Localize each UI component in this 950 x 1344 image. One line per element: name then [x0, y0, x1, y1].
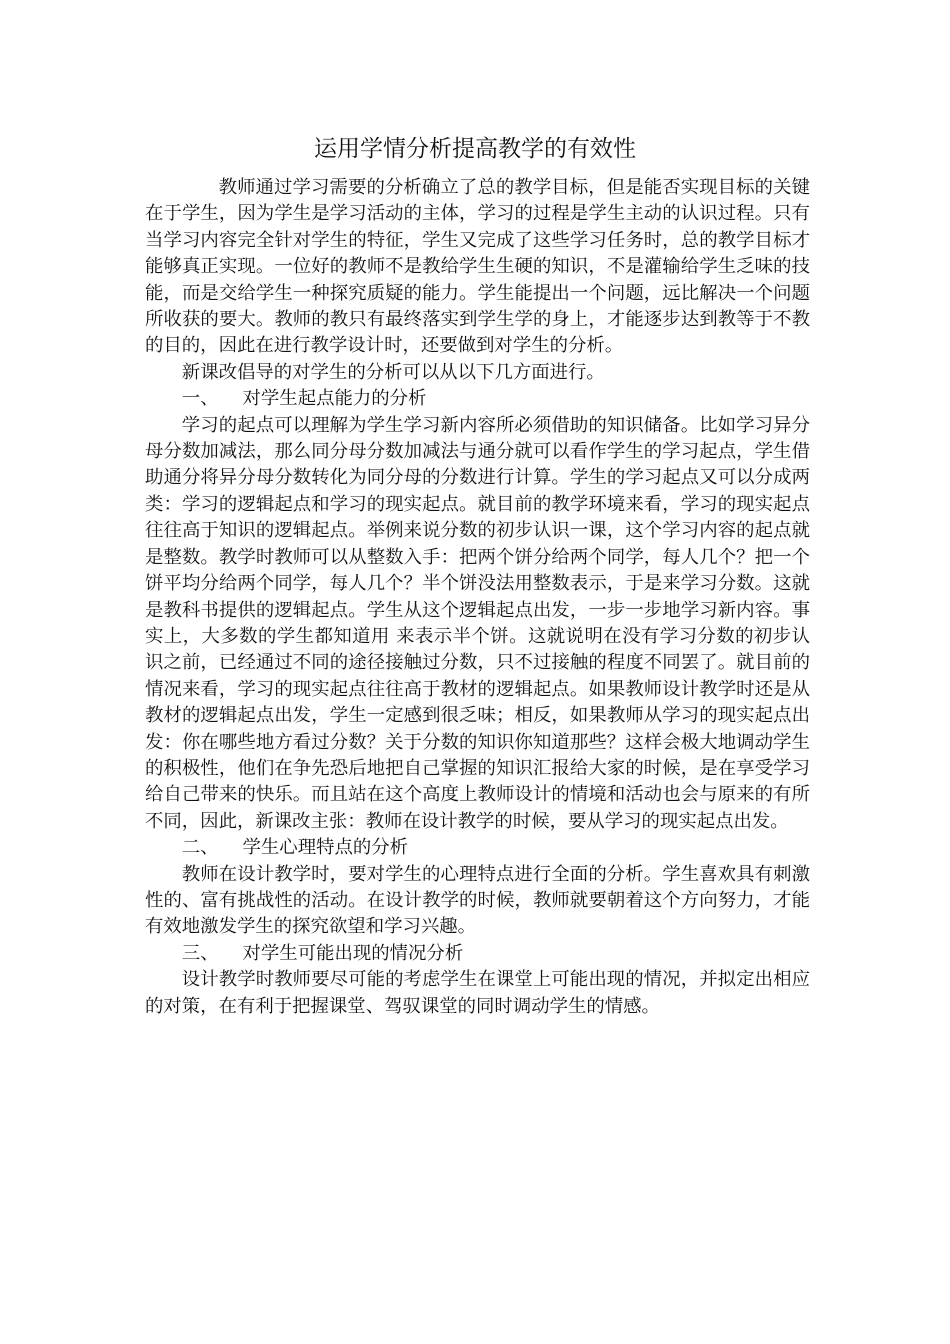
- section-heading-2: [145, 835, 810, 861]
- lead-paragraph: 新课改倡导的对学生的分析可以从以下几方面进行。: [181, 361, 605, 383]
- section-heading-text-3: 对学生可能出现的情况分析: [242, 942, 464, 964]
- section-heading-text-2: 学生心理特点的分析: [242, 837, 409, 859]
- section-number-2: 二、: [181, 837, 219, 859]
- section-heading-1: [145, 386, 810, 412]
- section-paragraph-2: 教师在设计教学时，要对学生的心理特点进行全面的分析。学生喜欢具有刺激性的、富有挑战性的活动。在设计教学的时候，教师就要朝着这个方向努力，才能有效地激发学生的探究欲望和学习兴趣。: [145, 863, 810, 938]
- section-number-1: 一、: [181, 388, 219, 410]
- section-paragraph-3: 设计教学时教师要尽可能的考虑学生在课堂上可能出现的情况，并拟定出相应的对策，在有利于把握课堂、驾驭课堂的同时调动学生的情感。: [145, 969, 810, 1017]
- section-paragraph-1: 学习的起点可以理解为学生学习新内容所必须借助的知识储备。比如学习异分母分数加减法，那么同分母分数加减法与通分就可以看作学生的学习起点，学生借助通分将异分母分数转化为同分母的分数进行计算。学生的学习起点又可以分成两类：学习的逻辑起点和学习的现实起点。就目前的教学环境来看，学习的现实起点往往高于知识的逻辑起点。举例来说分数的初步认识一课，这个学习内容的起点就是整数。教学时教师可以从整数入手：把两个饼分给两个同学，每人几个？把一个饼平均分给两个同学，每人几个？半个饼没法用整数表示，于是来学习分数。这就是教科书提供的逻辑起点。学生从这个逻辑起点出发，一步一步地学习新内容。事实上，大多数的学生都知道用 来表示半个饼。这就说明在没有学习分数的初步认识之前，已经通过不同的途径接触过分数，只不过接触的程度不同罢了。就目前的情况来看，学习的现实起点往往高于教材的逻辑起点。如果教师设计教学时还是从教材的逻辑起点出发，学生一定感到很乏味；相反，如果教师从学习的现实起点出发：你在哪些地方看过分数？关于分数的知识你知道那些？这样会极大地调动学生的积极性，他们在争先恐后地把自己掌握的知识汇报给大家的时候，是在享受学习给自己带来的快乐。而且站在这个高度上教师设计的情境和活动也会与原来的有所不同，因此，新课改主张：教师在设计教学的时候，要从学习的现实起点出发。: [145, 414, 810, 832]
- section-heading-text-1: 对学生起点能力的分析: [242, 388, 427, 410]
- section-heading-3: [145, 941, 810, 967]
- document-body: [145, 175, 810, 1020]
- intro-paragraph: 教师通过学习需要的分析确立了总的教学目标，但是能否实现目标的关键在于学生，因为学生是学习活动的主体，学习的过程是学生主动的认识过程。只有当学习内容完全针对学生的特征，学生又完成了这些学习任务时，总的教学目标才能够真正实现。一位好的教师不是教给学生生硬的知识，不是灌输给学生乏味的技能，而是交给学生一种探究质疑的能力。学生能提出一个问题，远比解决一个问题所收获的要大。教师的教只有最终落实到学生学的身上，才能逐步达到教等于不教的目的，因此在进行教学设计时，还要做到对学生的分析。: [145, 177, 810, 357]
- document-title: 运用学情分析提高教学的有效性: [314, 136, 636, 162]
- section-number-3: 三、: [181, 942, 219, 964]
